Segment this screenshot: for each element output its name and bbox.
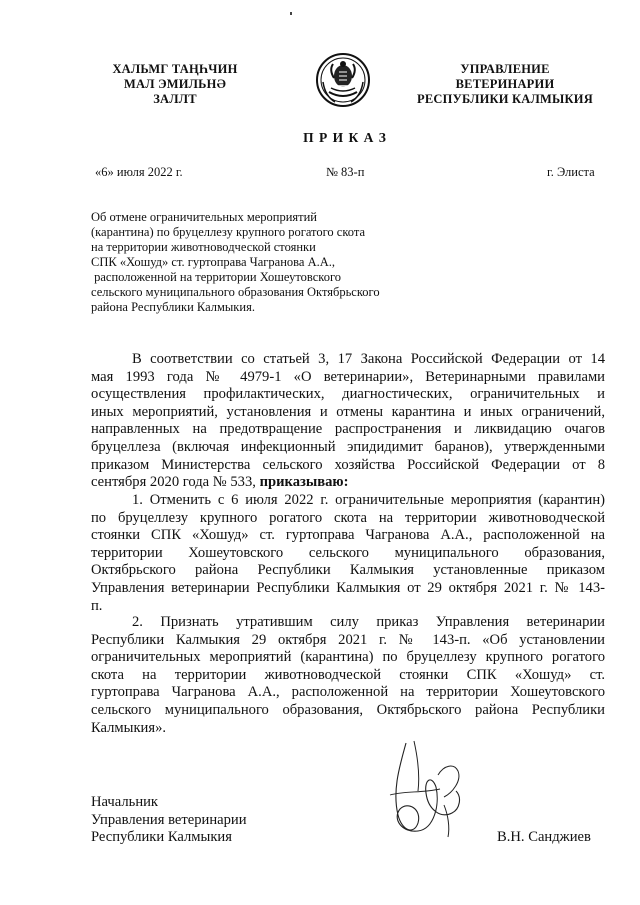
item2-line: гуртоправа Чагранова А.А., расположенной на территории Хошеутовского [91, 684, 605, 701]
order-number: № 83-п [326, 165, 365, 179]
preamble-line: мая 1993 года № 4979-1 «О ветеринарии», Ветеринарными правилами [91, 368, 605, 385]
item2-line: сельского муниципального образования, Октябрьского района Республики [91, 701, 605, 718]
order-date: «6» июля 2022 г. [95, 165, 183, 179]
org-name-kalmyk [100, 62, 250, 107]
org-name-kalmyk-line-1: ХАЛЬМГ ТАҢҺЧИН [112, 62, 238, 76]
document-type-title: П Р И К А З [303, 130, 387, 145]
preamble-last-line [91, 474, 605, 492]
page-mark [290, 12, 292, 15]
preamble-line: осуществления профилактических, диагностических, ограничительных и [91, 386, 605, 403]
org-name-russian-line-1: УПРАВЛЕНИЕ [460, 62, 550, 76]
order-item-2 [91, 614, 605, 737]
subject-line: СПК «Хошуд» ст. гуртоправа Чагранова А.А., [91, 255, 335, 269]
item1-line: п. [91, 597, 103, 614]
item1-line: стоянки СПК «Хошуд» ст. гуртоправа Чагранова А.А., расположенной на [91, 527, 605, 544]
item2-line: ограничительных мероприятий (карантина) по бруцеллезу крупного рогатого [91, 649, 605, 666]
preamble-line: В соответствии со статьей 3, 17 Закона Российской Федерации от 14 [132, 351, 605, 367]
subject-line: на территории животноводческой стоянки [91, 240, 316, 254]
item1-line: Управления ветеринарии Республики Калмыкия от 29 октября 2021 г. № 143- [91, 579, 605, 596]
subject-line: (карантина) по бруцеллезу крупного рогатого скота [91, 225, 366, 239]
item2-line: Калмыкия». [91, 719, 167, 736]
subject-line: сельского муниципального образования Октябрьского [91, 285, 380, 299]
signatory-position-line: Начальник [91, 794, 159, 810]
subject-line: района Республики Калмыкия. [91, 300, 255, 314]
item1-line: 1. Отменить с 6 июля 2022 г. ограничительные мероприятия (карантин) [132, 492, 605, 508]
order-item-1 [91, 492, 605, 615]
item1-line: Октябрьского района Республики Калмыкия установленные приказом [91, 562, 605, 579]
handwritten-signature [378, 735, 478, 845]
org-name-russian-line-3: РЕСПУБЛИКИ КАЛМЫКИЯ [417, 92, 593, 106]
org-name-russian-line-2: ВЕТЕРИНАРИИ [455, 77, 555, 91]
preamble-line: иных мероприятий, установления и отмены карантина и иных ограничений, [91, 403, 605, 420]
subject-line: Об отмене ограничительных мероприятий [91, 210, 318, 224]
preamble-paragraph [91, 351, 605, 492]
signatory-name: В.Н. Санджиев [497, 829, 591, 845]
order-directive: приказываю: [259, 474, 349, 491]
item1-line: территории Хошеутовского сельского муниципального образования, [91, 544, 605, 561]
item2-line: 2. Признать утратившим силу приказ Управления ветеринарии [132, 614, 605, 630]
preamble-line: приказом Министерства сельского хозяйства Российской Федерации от 8 [91, 456, 605, 473]
kalmykia-coat-of-arms-icon [315, 52, 371, 108]
signatory-position-line: Управления ветеринарии [91, 811, 247, 828]
subject-line: расположенной на территории Хошеутовского [91, 270, 342, 284]
org-name-kalmyk-line-3: ЗАЛЛТ [153, 92, 197, 106]
signatory-position-line: Республики Калмыкия [91, 829, 232, 846]
item2-line: скота на территории животноводческой стоянки СПК «Хошуд» ст. [91, 666, 605, 683]
order-subject [91, 210, 411, 315]
city: г. Элиста [547, 165, 595, 179]
org-name-russian [395, 62, 615, 107]
item1-line: по бруцеллезу крупного рогатого скота на территории животноводческой [91, 509, 605, 526]
preamble-last-text: сентября 2020 года № 533, [91, 474, 260, 491]
org-name-kalmyk-line-2: МАЛ ЭМИЛЬНӘ [124, 77, 226, 91]
signatory-position [91, 794, 351, 847]
preamble-line: направленных на предотвращение распространения и ликвидацию очагов [91, 421, 605, 438]
item2-line: Республики Калмыкия 29 октября 2021 г. № 143-п. «Об установлении [91, 631, 605, 648]
preamble-line: бруцеллеза (включая инфекционный эпидидимит баранов), утвержденными [91, 438, 605, 455]
